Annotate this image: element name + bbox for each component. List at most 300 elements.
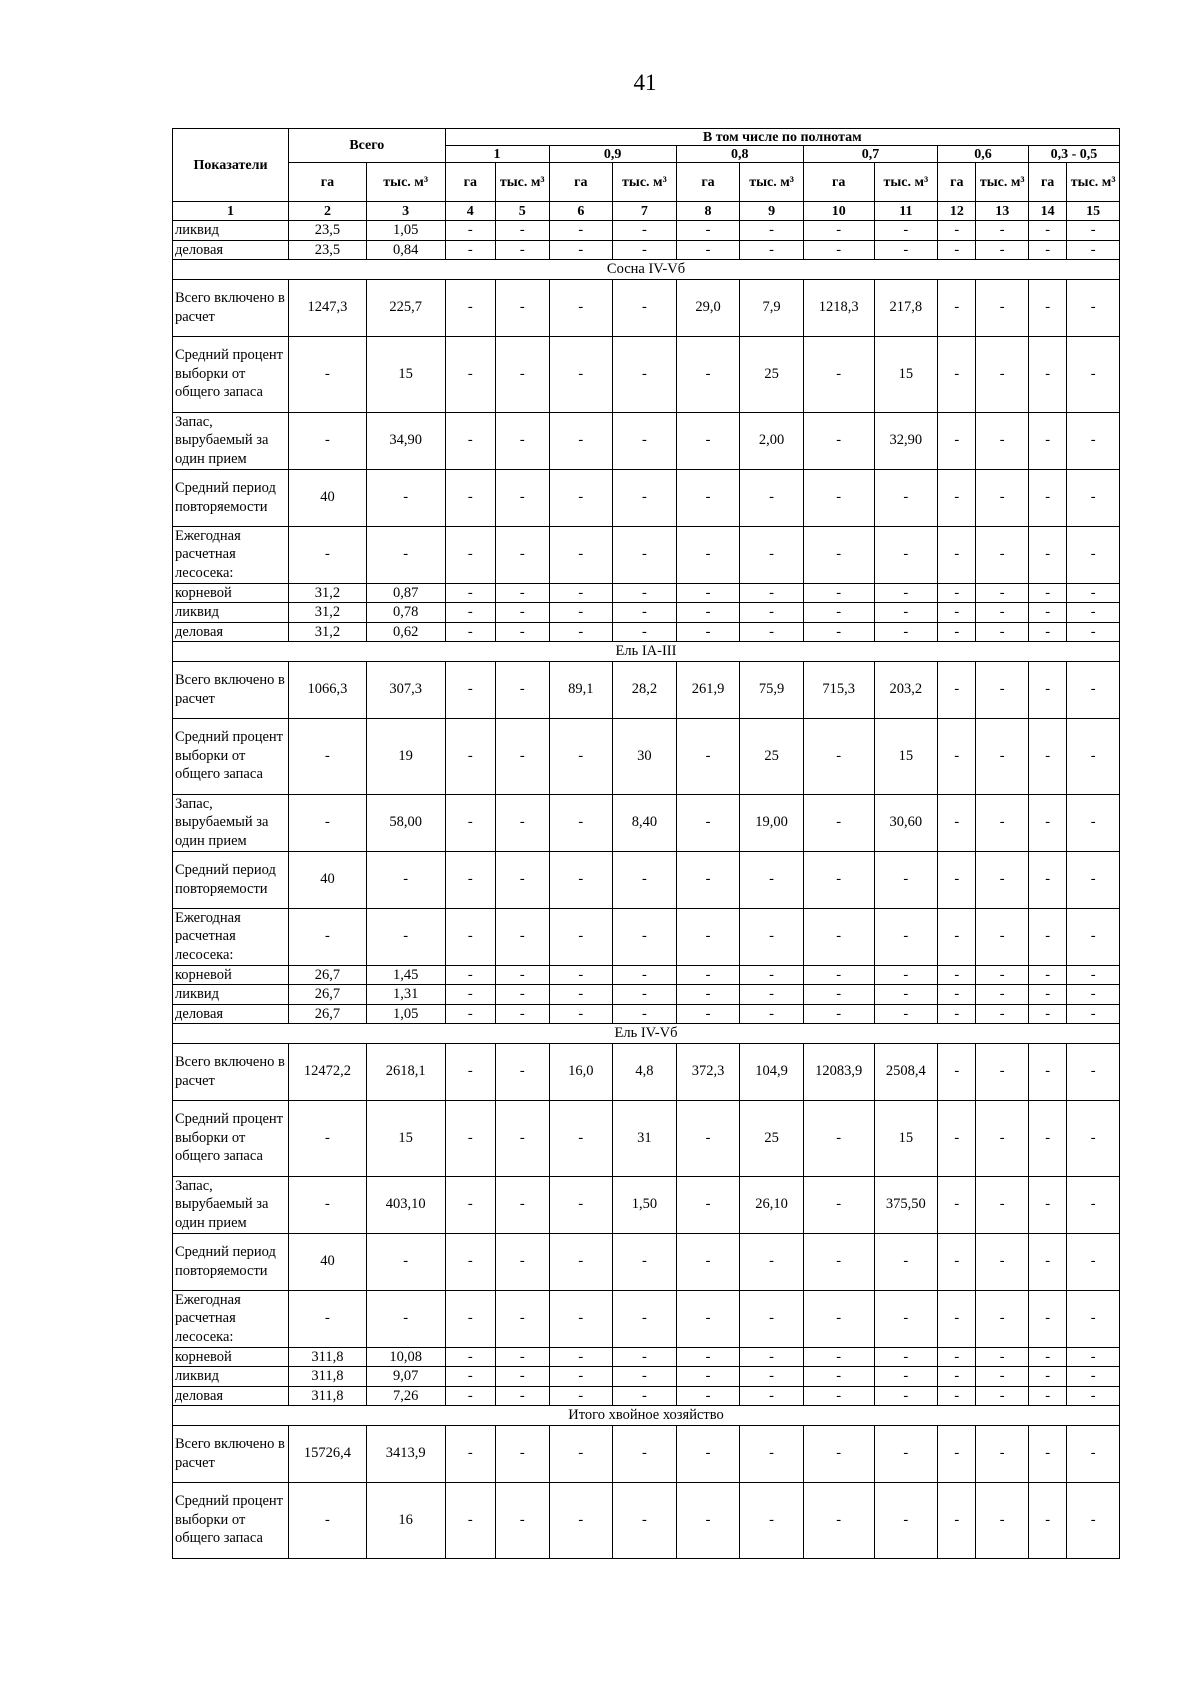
table-cell: - bbox=[496, 1386, 550, 1406]
table-cell: - bbox=[740, 1290, 804, 1347]
column-number: 7 bbox=[613, 202, 677, 221]
table-cell: 34,90 bbox=[366, 412, 445, 469]
row-label: Запас, вырубаемый за один прием bbox=[173, 412, 289, 469]
table-cell: - bbox=[289, 336, 367, 412]
table-cell: - bbox=[613, 1290, 677, 1347]
table-cell: 1,50 bbox=[613, 1176, 677, 1233]
table-row bbox=[173, 1233, 1120, 1290]
table-cell: 372,3 bbox=[676, 1043, 740, 1100]
table-cell: - bbox=[976, 661, 1028, 718]
table-cell: - bbox=[938, 526, 976, 583]
table-cell: - bbox=[803, 1004, 874, 1024]
column-number: 1 bbox=[173, 202, 289, 221]
table-cell: 7,26 bbox=[366, 1386, 445, 1406]
table-cell: - bbox=[676, 1176, 740, 1233]
table-cell: - bbox=[938, 985, 976, 1005]
table-cell: - bbox=[613, 1482, 677, 1558]
table-cell: - bbox=[976, 1004, 1028, 1024]
table-cell: - bbox=[549, 1233, 613, 1290]
table-cell: - bbox=[874, 985, 938, 1005]
table-cell: - bbox=[1028, 1425, 1066, 1482]
table-cell: - bbox=[874, 240, 938, 260]
table-cell: - bbox=[803, 1367, 874, 1387]
table-cell: - bbox=[549, 1482, 613, 1558]
table-row bbox=[173, 221, 1120, 241]
table-cell: - bbox=[366, 1233, 445, 1290]
table-cell: - bbox=[938, 1386, 976, 1406]
table-cell: - bbox=[976, 908, 1028, 965]
table-cell: 26,7 bbox=[289, 985, 367, 1005]
table-cell: 40 bbox=[289, 469, 367, 526]
table-cell: - bbox=[1028, 1004, 1066, 1024]
table-cell: - bbox=[496, 908, 550, 965]
table-cell: - bbox=[613, 1347, 677, 1367]
table-cell: - bbox=[445, 526, 495, 583]
table-cell: - bbox=[1028, 1386, 1066, 1406]
table-cell: 58,00 bbox=[366, 794, 445, 851]
table-cell: - bbox=[289, 908, 367, 965]
table-cell: 31,2 bbox=[289, 583, 367, 603]
table-cell: - bbox=[496, 1367, 550, 1387]
table-cell: 307,3 bbox=[366, 661, 445, 718]
row-label: корневой bbox=[173, 1347, 289, 1367]
table-cell: - bbox=[740, 1347, 804, 1367]
table-cell: - bbox=[613, 469, 677, 526]
table-cell: - bbox=[289, 526, 367, 583]
table-cell: - bbox=[549, 279, 613, 336]
row-label: ликвид bbox=[173, 603, 289, 623]
table-cell: - bbox=[803, 1386, 874, 1406]
table-cell: - bbox=[803, 851, 874, 908]
table-cell: 403,10 bbox=[366, 1176, 445, 1233]
table-cell: - bbox=[740, 908, 804, 965]
table-cell: - bbox=[549, 851, 613, 908]
header-group: 0,6 bbox=[938, 146, 1029, 163]
table-cell: - bbox=[289, 794, 367, 851]
table-cell: - bbox=[496, 279, 550, 336]
table-cell: 28,2 bbox=[613, 661, 677, 718]
table-cell: 26,10 bbox=[740, 1176, 804, 1233]
table-cell: - bbox=[976, 412, 1028, 469]
header-indicators: Показатели bbox=[173, 129, 289, 202]
table-cell: - bbox=[740, 985, 804, 1005]
table-cell: - bbox=[1067, 336, 1120, 412]
table-cell: - bbox=[938, 1043, 976, 1100]
table-row bbox=[173, 965, 1120, 985]
table-cell: - bbox=[1028, 851, 1066, 908]
table-cell: - bbox=[874, 965, 938, 985]
table-cell: - bbox=[613, 965, 677, 985]
table-cell: - bbox=[976, 469, 1028, 526]
table-cell: - bbox=[1028, 526, 1066, 583]
table-cell: - bbox=[676, 240, 740, 260]
header-unit: га bbox=[445, 163, 495, 202]
table-cell: - bbox=[976, 965, 1028, 985]
table-cell: - bbox=[445, 1347, 495, 1367]
table-cell: - bbox=[1028, 661, 1066, 718]
table-cell: - bbox=[496, 622, 550, 642]
table-row bbox=[173, 1367, 1120, 1387]
table-cell: - bbox=[1028, 1367, 1066, 1387]
table-cell: - bbox=[874, 469, 938, 526]
table-cell: - bbox=[289, 1100, 367, 1176]
table-row bbox=[173, 240, 1120, 260]
table-cell: - bbox=[676, 1290, 740, 1347]
table-cell: - bbox=[803, 794, 874, 851]
table-cell: 15 bbox=[874, 336, 938, 412]
table-cell: - bbox=[445, 1176, 495, 1233]
table-cell: - bbox=[1028, 469, 1066, 526]
table-cell: - bbox=[976, 336, 1028, 412]
header-unit: га bbox=[938, 163, 976, 202]
table-cell: 15 bbox=[366, 1100, 445, 1176]
table-cell: - bbox=[549, 908, 613, 965]
table-cell: - bbox=[938, 661, 976, 718]
table-cell: - bbox=[976, 794, 1028, 851]
row-label: Запас, вырубаемый за один прием bbox=[173, 794, 289, 851]
table-cell: - bbox=[613, 603, 677, 623]
table-cell: - bbox=[445, 221, 495, 241]
table-cell: - bbox=[549, 1347, 613, 1367]
table-cell: - bbox=[938, 1347, 976, 1367]
table-cell: - bbox=[938, 583, 976, 603]
table-cell: - bbox=[496, 1100, 550, 1176]
table-cell: - bbox=[1067, 908, 1120, 965]
table-cell: - bbox=[613, 583, 677, 603]
table-cell: - bbox=[496, 851, 550, 908]
table-cell: - bbox=[676, 965, 740, 985]
table-cell: 311,8 bbox=[289, 1367, 367, 1387]
table-cell: - bbox=[803, 1100, 874, 1176]
table-cell: - bbox=[445, 1290, 495, 1347]
table-cell: - bbox=[976, 1386, 1028, 1406]
table-cell: - bbox=[976, 1482, 1028, 1558]
table-cell: - bbox=[874, 1425, 938, 1482]
table-cell: - bbox=[613, 221, 677, 241]
table-cell: - bbox=[1028, 908, 1066, 965]
table-cell: - bbox=[445, 336, 495, 412]
table-cell: - bbox=[740, 1425, 804, 1482]
section-row bbox=[173, 642, 1120, 662]
table-cell: 31,2 bbox=[289, 622, 367, 642]
table-cell: - bbox=[676, 851, 740, 908]
table-cell: - bbox=[1028, 583, 1066, 603]
table-cell: 29,0 bbox=[676, 279, 740, 336]
row-label: ликвид bbox=[173, 1367, 289, 1387]
table-cell: - bbox=[803, 240, 874, 260]
table-cell: - bbox=[1067, 412, 1120, 469]
table-cell: - bbox=[740, 622, 804, 642]
table-cell: - bbox=[1067, 718, 1120, 794]
table-cell: - bbox=[496, 1482, 550, 1558]
table-cell: 311,8 bbox=[289, 1386, 367, 1406]
table-cell: 10,08 bbox=[366, 1347, 445, 1367]
table-cell: - bbox=[803, 412, 874, 469]
table-cell: 15 bbox=[366, 336, 445, 412]
table-cell: - bbox=[496, 240, 550, 260]
table-cell: 15 bbox=[874, 1100, 938, 1176]
header-unit: га bbox=[676, 163, 740, 202]
table-cell: 8,40 bbox=[613, 794, 677, 851]
table-cell: - bbox=[976, 718, 1028, 794]
row-label: деловая bbox=[173, 1386, 289, 1406]
table-cell: 30,60 bbox=[874, 794, 938, 851]
table-row bbox=[173, 526, 1120, 583]
table-cell: - bbox=[740, 851, 804, 908]
table-cell: - bbox=[976, 1367, 1028, 1387]
table-cell: - bbox=[874, 1004, 938, 1024]
column-number: 3 bbox=[366, 202, 445, 221]
table-cell: 1,31 bbox=[366, 985, 445, 1005]
table-cell: - bbox=[1067, 1367, 1120, 1387]
table-cell: - bbox=[803, 1347, 874, 1367]
header-unit: тыс. м³ bbox=[740, 163, 804, 202]
column-number: 2 bbox=[289, 202, 367, 221]
table-cell: - bbox=[874, 908, 938, 965]
table-cell: - bbox=[445, 1233, 495, 1290]
table-cell: - bbox=[613, 851, 677, 908]
table-cell: - bbox=[976, 1347, 1028, 1367]
table-cell: - bbox=[1067, 1100, 1120, 1176]
table-cell: - bbox=[874, 1347, 938, 1367]
table-cell: - bbox=[938, 240, 976, 260]
table-cell: - bbox=[676, 526, 740, 583]
row-label: Средний процент выборки от общего запаса bbox=[173, 718, 289, 794]
table-cell: - bbox=[496, 1425, 550, 1482]
table-cell: 0,84 bbox=[366, 240, 445, 260]
table-cell: - bbox=[613, 622, 677, 642]
table-row bbox=[173, 1100, 1120, 1176]
table-cell: - bbox=[740, 221, 804, 241]
table-cell: 19,00 bbox=[740, 794, 804, 851]
table-cell: - bbox=[676, 622, 740, 642]
table-row bbox=[173, 469, 1120, 526]
row-label: деловая bbox=[173, 240, 289, 260]
row-label: Средний период повторяемости bbox=[173, 469, 289, 526]
table-cell: - bbox=[1067, 1043, 1120, 1100]
table-cell: - bbox=[976, 279, 1028, 336]
table-cell: 311,8 bbox=[289, 1347, 367, 1367]
table-cell: - bbox=[445, 985, 495, 1005]
row-label: Средний период повторяемости bbox=[173, 1233, 289, 1290]
table-cell: - bbox=[549, 1386, 613, 1406]
table-cell: - bbox=[445, 1043, 495, 1100]
header-unit: тыс. м³ bbox=[976, 163, 1028, 202]
table-cell: - bbox=[874, 1290, 938, 1347]
table-cell: - bbox=[1028, 794, 1066, 851]
table-cell: 2618,1 bbox=[366, 1043, 445, 1100]
table-cell: 25 bbox=[740, 336, 804, 412]
table-cell: - bbox=[740, 469, 804, 526]
table-cell: - bbox=[676, 1425, 740, 1482]
table-cell: - bbox=[549, 718, 613, 794]
table-cell: - bbox=[976, 1176, 1028, 1233]
row-label: ликвид bbox=[173, 985, 289, 1005]
table-cell: - bbox=[803, 1482, 874, 1558]
table-row bbox=[173, 1290, 1120, 1347]
table-cell: - bbox=[803, 1233, 874, 1290]
table-cell: - bbox=[676, 1347, 740, 1367]
table-cell: - bbox=[445, 583, 495, 603]
table-row bbox=[173, 1043, 1120, 1100]
table-cell: - bbox=[976, 1100, 1028, 1176]
table-cell: - bbox=[976, 603, 1028, 623]
table-cell: - bbox=[445, 794, 495, 851]
table-cell: - bbox=[676, 1100, 740, 1176]
table-cell: - bbox=[676, 794, 740, 851]
table-cell: - bbox=[445, 469, 495, 526]
table-cell: - bbox=[1067, 1347, 1120, 1367]
row-label: Всего включено в расчет bbox=[173, 1425, 289, 1482]
table-cell: - bbox=[976, 1425, 1028, 1482]
table-row bbox=[173, 1386, 1120, 1406]
table-cell: 40 bbox=[289, 851, 367, 908]
row-label: Ежегодная расчетная лесосека: bbox=[173, 908, 289, 965]
table-cell: - bbox=[938, 794, 976, 851]
table-row bbox=[173, 583, 1120, 603]
table-cell: - bbox=[496, 412, 550, 469]
table-cell: - bbox=[1067, 279, 1120, 336]
row-label: ликвид bbox=[173, 221, 289, 241]
table-cell: - bbox=[549, 965, 613, 985]
table-cell: - bbox=[366, 908, 445, 965]
table-cell: - bbox=[740, 240, 804, 260]
table-cell: - bbox=[549, 221, 613, 241]
table-cell: 1066,3 bbox=[289, 661, 367, 718]
column-number: 9 bbox=[740, 202, 804, 221]
table-cell: - bbox=[549, 469, 613, 526]
table-cell: - bbox=[976, 583, 1028, 603]
table-cell: - bbox=[938, 279, 976, 336]
column-number: 11 bbox=[874, 202, 938, 221]
section-title: Итого хвойное хозяйство bbox=[173, 1406, 1120, 1426]
table-cell: - bbox=[496, 221, 550, 241]
table-cell: 12083,9 bbox=[803, 1043, 874, 1100]
page-number: 41 bbox=[633, 70, 657, 95]
table-cell: - bbox=[676, 1386, 740, 1406]
table-cell: - bbox=[445, 1100, 495, 1176]
header-group: 1 bbox=[445, 146, 549, 163]
table-cell: - bbox=[874, 603, 938, 623]
table-row bbox=[173, 985, 1120, 1005]
table-cell: - bbox=[445, 851, 495, 908]
table-cell: - bbox=[938, 603, 976, 623]
table-cell: - bbox=[1028, 965, 1066, 985]
section-row bbox=[173, 1024, 1120, 1044]
table-cell: - bbox=[1028, 221, 1066, 241]
table-cell: - bbox=[289, 1290, 367, 1347]
table-cell: - bbox=[676, 412, 740, 469]
header-total: Всего bbox=[289, 129, 445, 163]
table-cell: - bbox=[676, 469, 740, 526]
table-cell: - bbox=[445, 1386, 495, 1406]
table-cell: 31 bbox=[613, 1100, 677, 1176]
table-cell: - bbox=[496, 794, 550, 851]
table-cell: - bbox=[496, 661, 550, 718]
table-cell: 715,3 bbox=[803, 661, 874, 718]
table-row bbox=[173, 661, 1120, 718]
table-row bbox=[173, 851, 1120, 908]
table-cell: - bbox=[1028, 1482, 1066, 1558]
table-cell: - bbox=[676, 1004, 740, 1024]
table-cell: - bbox=[803, 583, 874, 603]
table-cell: 16 bbox=[366, 1482, 445, 1558]
table-cell: - bbox=[1067, 985, 1120, 1005]
table-cell: - bbox=[289, 1176, 367, 1233]
table-cell: - bbox=[1028, 279, 1066, 336]
table-cell: - bbox=[1028, 1290, 1066, 1347]
table-cell: - bbox=[1067, 1482, 1120, 1558]
table-cell: - bbox=[496, 583, 550, 603]
header-group: 0,7 bbox=[803, 146, 937, 163]
table-cell: - bbox=[445, 412, 495, 469]
table-cell: - bbox=[676, 1367, 740, 1387]
table-cell: - bbox=[803, 622, 874, 642]
header-unit: тыс. м³ bbox=[613, 163, 677, 202]
table-cell: - bbox=[938, 412, 976, 469]
table-cell: - bbox=[938, 221, 976, 241]
header-unit: га bbox=[803, 163, 874, 202]
table-cell: - bbox=[496, 1347, 550, 1367]
table-cell: - bbox=[613, 1386, 677, 1406]
table-cell: - bbox=[1028, 1100, 1066, 1176]
header-group: 0,9 bbox=[549, 146, 676, 163]
table-cell: 12472,2 bbox=[289, 1043, 367, 1100]
table-cell: - bbox=[496, 985, 550, 1005]
table-cell: - bbox=[445, 1482, 495, 1558]
table-cell: - bbox=[1028, 1043, 1066, 1100]
table-cell: - bbox=[874, 1482, 938, 1558]
table-cell: - bbox=[938, 908, 976, 965]
table-cell: 7,9 bbox=[740, 279, 804, 336]
table-cell: - bbox=[549, 1425, 613, 1482]
table-cell: - bbox=[740, 1004, 804, 1024]
column-number: 6 bbox=[549, 202, 613, 221]
table-cell: - bbox=[613, 1004, 677, 1024]
table-row bbox=[173, 603, 1120, 623]
table-cell: - bbox=[1028, 1233, 1066, 1290]
table-cell: - bbox=[1067, 1386, 1120, 1406]
table-cell: - bbox=[803, 908, 874, 965]
table-cell: - bbox=[1067, 851, 1120, 908]
table-cell: - bbox=[549, 1290, 613, 1347]
table-body bbox=[173, 221, 1120, 1559]
table-cell: - bbox=[938, 965, 976, 985]
table-cell: - bbox=[938, 1176, 976, 1233]
table-cell: - bbox=[496, 336, 550, 412]
table-cell: - bbox=[445, 622, 495, 642]
table-cell: - bbox=[740, 583, 804, 603]
table-cell: - bbox=[445, 661, 495, 718]
row-label: Всего включено в расчет bbox=[173, 1043, 289, 1100]
table-cell: 23,5 bbox=[289, 240, 367, 260]
table-cell: - bbox=[549, 1367, 613, 1387]
table-cell: - bbox=[976, 1233, 1028, 1290]
table-cell: - bbox=[676, 718, 740, 794]
table-row bbox=[173, 718, 1120, 794]
table-cell: 225,7 bbox=[366, 279, 445, 336]
table-cell: - bbox=[366, 851, 445, 908]
table-row bbox=[173, 336, 1120, 412]
header-unit: тыс. м³ bbox=[874, 163, 938, 202]
table-cell: - bbox=[1067, 1290, 1120, 1347]
table-cell: - bbox=[976, 1290, 1028, 1347]
table-cell: - bbox=[938, 851, 976, 908]
row-label: Всего включено в расчет bbox=[173, 661, 289, 718]
table-cell: - bbox=[803, 603, 874, 623]
table-cell: - bbox=[676, 336, 740, 412]
table-cell: - bbox=[366, 1290, 445, 1347]
